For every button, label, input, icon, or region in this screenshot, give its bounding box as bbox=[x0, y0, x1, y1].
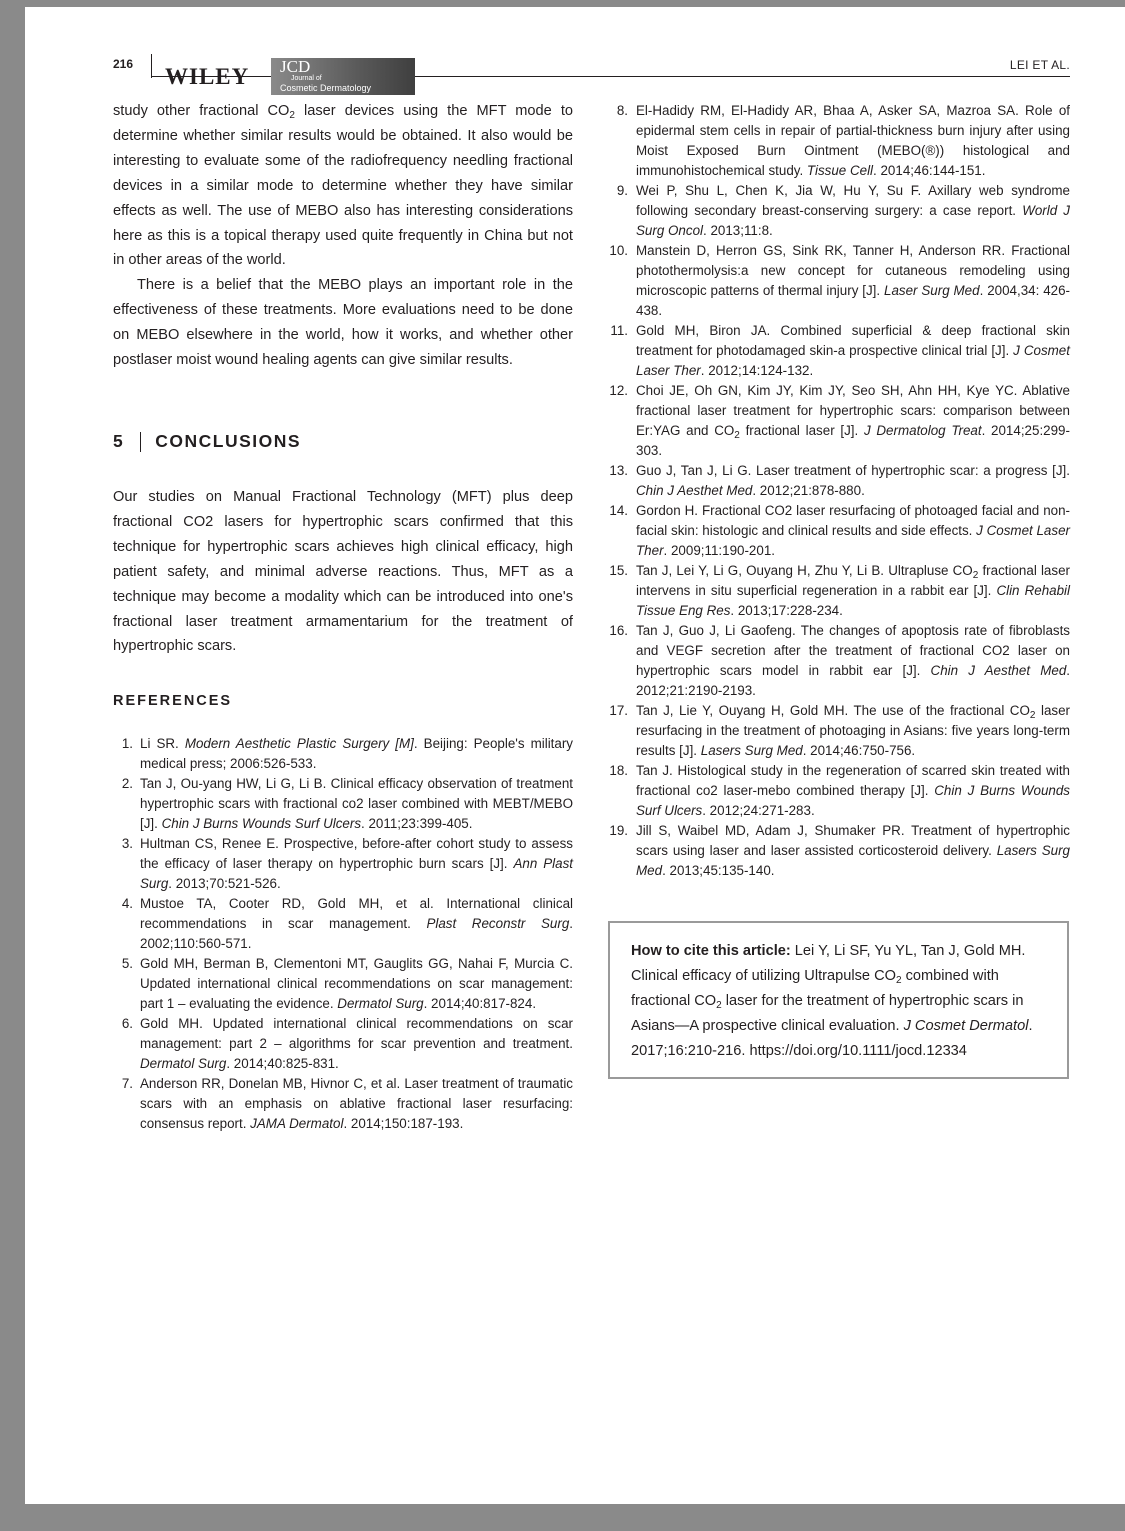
journal-name-line1: Journal of bbox=[291, 75, 322, 82]
discussion-paragraph-2: There is a belief that the MEBO plays an important role in the effectiveness of these treatments. More evaluations need to be done on MEBO elsewhere in the world, how it works, and whether other postlaser moist wound healing agents can give similar results. bbox=[113, 277, 573, 369]
running-head: LEI ET AL. bbox=[1009, 58, 1070, 72]
right-column bbox=[605, 101, 1070, 881]
reference-item: 15. Tan J, Lei Y, Li G, Ouyang H, Zhu Y, Li B. Ultrapluse $CO_2$ fractional laser intervens in situ superficial regeneration in a rabbit ear [J]. Clin Rehabil Tissue Eng Res. 2013;17:228-234. bbox=[609, 563, 1070, 618]
section-heading bbox=[113, 430, 573, 454]
reference-item: 5. Gold MH, Berman B, Clementoni MT, Gauglits GG, Nahai F, Murcia C. Updated international clinical recommendations on scar management: part 1 – evaluating the evidence. Dermatol Surg. 2014;40:817-824. bbox=[121, 956, 573, 1012]
reference-item: 6. Gold MH. Updated international clinical recommendations on scar management: part 2 – algorithms for scar prevention and treatment. Dermatol Surg. 2014;40:825-831. bbox=[121, 1016, 573, 1072]
document-page bbox=[25, 7, 1125, 1504]
header-divider bbox=[151, 54, 152, 78]
reference-item: 12. Choi JE, Oh GN, Kim JY, Kim JY, Seo SH, Ahn HH, Kye YC. Ablative fractional laser treatment for hypertrophic scars: comparison between Er:YAG and $CO_2$ fractional laser [J]. J Dermatolog Treat. 2014;25:299-303. bbox=[609, 383, 1070, 458]
citation-journal: J Cosmet Dermatol bbox=[903, 1017, 1029, 1034]
reference-item: 16. Tan J, Guo J, Li Gaofeng. The changes of apoptosis rate of fibroblasts and VEGF secretion after the treatment of fractional CO2 laser on hypertrophic scars model in rabbit ear [J]. Chin J Aesthet Med. 2012;21:2190-2193. bbox=[609, 623, 1070, 698]
citation-label: How to cite this article: bbox=[631, 943, 791, 959]
publisher-logo: WILEY bbox=[165, 64, 250, 89]
section-title: CONCLUSIONS bbox=[155, 431, 302, 452]
reference-item: 19. Jill S, Waibel MD, Adam J, Shumaker PR. Treatment of hypertrophic scars using laser and laser assisted corticosteroid delivery. Lasers Surg Med. 2013;45:135-140. bbox=[609, 823, 1070, 878]
section-divider bbox=[140, 432, 141, 452]
reference-item: 13. Guo J, Tan J, Li G. Laser treatment of hypertrophic scar: a progress [J]. Chin J Aesthet Med. 2012;21:878-880. bbox=[609, 463, 1070, 498]
references-heading: REFERENCES bbox=[113, 693, 233, 710]
reference-item: 8. El-Hadidy RM, El-Hadidy AR, Bhaa A, Asker SA, Mazroa SA. Role of epidermal stem cells in repair of partial-thickness burn injury after using Moist Exposed Burn Ointment (MEBO(®)) histological and immunohistochemical study. Tissue Cell. 2014;46:144-151. bbox=[616, 103, 1070, 178]
conclusions-paragraph: Our studies on Manual Fractional Technology (MFT) plus deep fractional CO2 lasers for hypertrophic scars confirmed that this technique for hypertrophic scars achieves high clinical efficacy, high patient safety, and minimal adverse reactions. Thus, MFT as a technique may become a modality which can be introduced into one's fractional laser treatment armamentarium for the treatment of hypertrophic scars. bbox=[113, 488, 573, 655]
reference-item: 11. Gold MH, Biron JA. Combined superficial & deep fractional skin treatment for photodamaged skin-a prospective clinical trial [J]. J Cosmet Laser Ther. 2012;14:124-132. bbox=[610, 323, 1070, 378]
page-number: 216 bbox=[113, 57, 134, 71]
journal-abbreviation: JCD bbox=[280, 57, 311, 76]
reference-item: 10. Manstein D, Herron GS, Sink RK, Tanner H, Anderson RR. Fractional photothermolysis:a new concept for cutaneous remodeling using microscopic patterns of thermal injury [J]. Laser Surg Med. 2004,34: 426-438. bbox=[609, 243, 1070, 318]
reference-list-continued bbox=[605, 101, 1070, 881]
journal-name-line2: Cosmetic Dermatology bbox=[280, 83, 372, 93]
section-number: 5 bbox=[113, 431, 125, 452]
reference-list bbox=[113, 734, 573, 1134]
left-column bbox=[113, 99, 573, 1134]
discussion-paragraph: study other fractional $CO_2$ laser devices using the MFT mode to determine whether similar results would be obtained. It also would be interesting to evaluate some of the radiofrequency needling fractional devices in a similar mode to determine whether they have similar effects as well. The use of MEBO also has interesting considerations here as this is a topical therapy used quite frequently in China but not in other areas of the world. bbox=[113, 103, 573, 269]
reference-item: 17. Tan J, Lie Y, Ouyang H, Gold MH. The use of the fractional $CO_2$ laser resurfacing in the treatment of photoaging in Asians: five years long-term results [J]. Lasers Surg Med. 2014;46:750-756. bbox=[609, 703, 1071, 758]
journal-logo bbox=[271, 58, 415, 95]
reference-item: 3. Hultman CS, Renee E. Prospective, before-after cohort study to assess the efficacy of laser therapy on hypertrophic burn scars [J]. Ann Plast Surg. 2013;70:521-526. bbox=[121, 836, 573, 892]
page-header bbox=[113, 51, 1070, 96]
reference-item: 1. Li SR. Modern Aesthetic Plastic Surgery [M]. Beijing: People's military medical press; 2006:526-533. bbox=[121, 736, 573, 772]
citation-box: How to cite this article: Lei Y, Li SF, Yu YL, Tan J, Gold MH. Clinical efficacy of utilizing Ultrapulse $CO_2$ combined with fractional $CO_2$ laser for the treatment of hypertrophic scars in Asians—A prospective clinical evaluation. J Cosmet Dermatol. 2017;16:210-216. https://doi.org/10.1111/jocd.12334 bbox=[608, 921, 1069, 1079]
reference-item: 9. Wei P, Shu L, Chen K, Jia W, Hu Y, Su F. Axillary web syndrome following secondary breast-conserving surgery: a case report. World J Surg Oncol. 2013;11:8. bbox=[616, 183, 1071, 238]
reference-item: 7. Anderson RR, Donelan MB, Hivnor C, et al. Laser treatment of traumatic scars with an emphasis on ablative fractional laser resurfacing: consensus report. JAMA Dermatol. 2014;150:187-193. bbox=[121, 1076, 573, 1132]
reference-item: 2. Tan J, Ou-yang HW, Li G, Li B. Clinical efficacy observation of treatment hypertrophic scars with fractional co2 laser combined with MEBT/MEBO [J]. Chin J Burns Wounds Surf Ulcers. 2011;23:399-405. bbox=[121, 776, 573, 832]
reference-item: 14. Gordon H. Fractional CO2 laser resurfacing of photoaged facial and non-facial skin: histologic and clinical results and side effects. J Cosmet Laser Ther. 2009;11:190-201. bbox=[609, 503, 1070, 558]
reference-item: 18. Tan J. Histological study in the regeneration of scarred skin treated with fractional co2 laser-mebo combined therapy [J]. Chin J Burns Wounds Surf Ulcers. 2012;24:271-283. bbox=[609, 763, 1070, 818]
reference-item: 4. Mustoe TA, Cooter RD, Gold MH, et al. International clinical recommendations in scar management. Plast Reconstr Surg. 2002;110:560-571. bbox=[121, 896, 574, 952]
